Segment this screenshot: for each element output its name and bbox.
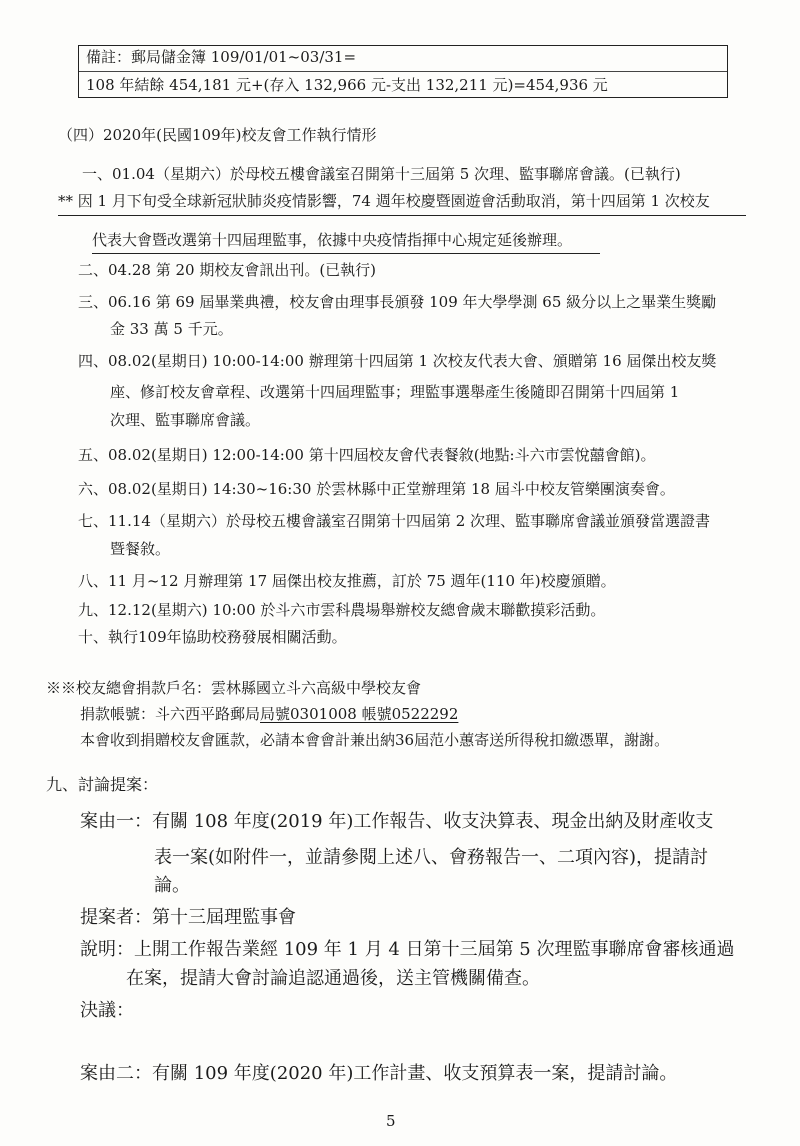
notice-underline-2 — [92, 253, 600, 254]
notice-line-1: ** 因 1 月下旬受全球新冠狀肺炎疫情影響，74 週年校慶暨園遊會活動取消，第十四屆第 1 次校友 — [58, 192, 710, 210]
note-divider — [79, 71, 727, 72]
item-3-line-1: 三、06.16 第 69 屆畢業典禮，校友會由理事長頒發 109 年大學學測 65 級分以上之畢業生獎勵 — [78, 293, 717, 311]
explain-line-2: 在案，提請大會討論追認通過後，送主管機關備查。 — [126, 968, 540, 989]
notice-line-2: 代表大會暨改選第十四屆理監事，依據中央疫情指揮中心規定延後辦理。 — [92, 231, 573, 249]
note-line-1: 備註：郵局儲金簿 109/01/01~03/31= — [86, 48, 357, 66]
proposer: 提案者：第十三屆理監事會 — [80, 907, 296, 928]
donation-account-number: 局號0301008 帳號0522292 — [260, 705, 459, 723]
item-5: 五、08.02(星期日) 12:00-14:00 第十四屆校友會代表餐敘(地點:斗六市雲悅囍會館)。 — [78, 446, 656, 464]
donation-account-name: ※※校友總會捐款戶名：雲林縣國立斗六高級中學校友會 — [46, 679, 422, 697]
case1-line-2: 表一案(如附件一，並請參閱上述八、會務報告一、二項內容)，提請討 — [154, 847, 709, 868]
section9-heading: 九、討論提案： — [46, 775, 159, 794]
note-line-2: 108 年結餘 454,181 元+(存入 132,966 元-支出 132,211 元)=454,936 元 — [86, 76, 608, 94]
item-4-line-1: 四、08.02(星期日) 10:00-14:00 辦理第十四屆第 1 次校友代表大會、頒贈第 16 屆傑出校友獎 — [78, 352, 717, 370]
case1-line-3: 論。 — [154, 875, 190, 896]
donation-account-prefix: 捐款帳號：斗六西平路郵局 — [80, 705, 261, 723]
item-4-line-3: 次理、監事聯席會議。 — [110, 411, 261, 429]
item-4-line-2: 座、修訂校友會章程、改選第十四屆理監事；理監事選舉產生後隨即召開第十四屆第 1 — [110, 383, 680, 401]
section4-heading: （四）2020年(民國109年)校友會工作執行情形 — [58, 126, 377, 144]
explain-line-1: 說明：上開工作報告業經 109 年 1 月 4 日第十三屆第 5 次理監事聯席會審核通過 — [80, 939, 735, 960]
item-7-line-1: 七、11.14（星期六）於母校五樓會議室召開第十四屆第 2 次理、監事聯席會議並頒發當選證書 — [78, 512, 711, 530]
item-7-line-2: 暨餐敘。 — [110, 540, 171, 558]
item-10: 十、執行109年協助校務發展相關活動。 — [78, 628, 347, 646]
case2: 案由二：有關 109 年度(2020 年)工作計畫、收支預算表一案，提請討論。 — [80, 1063, 678, 1084]
item-6: 六、08.02(星期日) 14:30~16:30 於雲林縣中正堂辦理第 18 屆斗中校友管樂團演奏會。 — [78, 480, 675, 498]
donation-account-line — [80, 707, 458, 722]
item-9: 九、12.12(星期六) 10:00 於斗六市雲科農場舉辦校友總會歲末聯歡摸彩活動。 — [78, 601, 606, 619]
case1-line-1: 案由一：有關 108 年度(2019 年)工作報告、收支決算表、現金出納及財產收支 — [80, 811, 714, 832]
page-number: 5 — [386, 1112, 396, 1130]
donation-receipt-note: 本會收到捐贈校友會匯款，必請本會會計兼出納36屆范小蕙寄送所得稅扣繳憑單，謝謝。 — [80, 731, 670, 749]
item-1: 一、01.04（星期六）於母校五樓會議室召開第十三屆第 5 次理、監事聯席會議。(已執行) — [82, 165, 681, 183]
item-3-line-2: 金 33 萬 5 千元。 — [110, 320, 233, 338]
notice-underline-1 — [58, 215, 746, 216]
item-8: 八、11 月~12 月辦理第 17 屆傑出校友推薦，訂於 75 週年(110 年)校慶頒贈。 — [78, 572, 616, 590]
resolution: 決議： — [80, 1000, 134, 1021]
item-2: 二、04.28 第 20 期校友會訊出刊。(已執行) — [78, 261, 377, 279]
